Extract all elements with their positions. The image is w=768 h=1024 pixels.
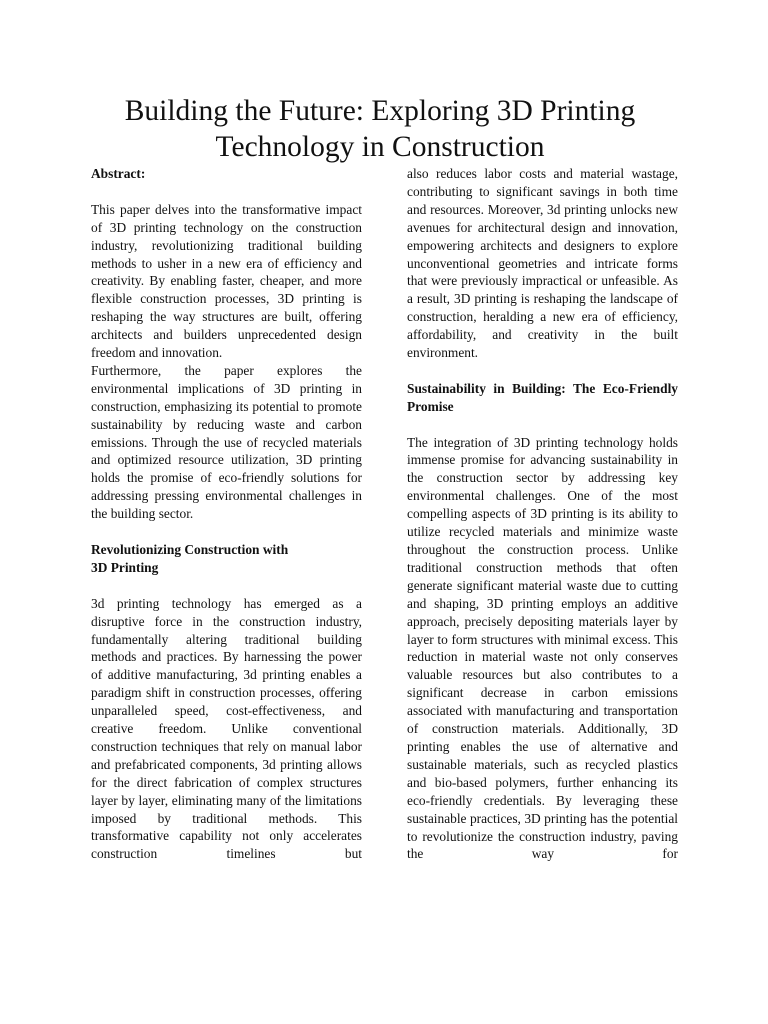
section2-paragraph-1: The integration of 3D printing technology holds immense promise for advancing sustainability in the construction sector by addressing key environmental challenges. One of the most compelling aspects of 3D printing is its ability to utilize recycled materials and minimize waste throughout the construction process. Unlike traditional construction methods that often generate significant material waste due to cutting and shaping, 3D printing employs an additive approach, precisely depositing materials layer by layer to form structures with minimal excess. This reduction in material waste not only conserves valuable resources but also contributes to a significant decrease in carbon emissions associated with manufacturing and transportation of construction materials. Additionally, 3D printing enables the use of alternative and sustainable materials, such as recycled plastics and bio-based polymers, further enhancing its eco-friendly credentials. By leveraging these sustainable practices, 3D printing has the potential to revolutionize the construction industry, paving the way for [407,434,678,862]
left-column [91,165,362,863]
section1-heading-line1: Revolutionizing Construction with [91,542,289,557]
right-column [407,165,678,863]
abstract-paragraph-2: Furthermore, the paper explores the environmental implications of 3D printing in construction, emphasizing its potential to promote sustainability by reducing waste and carbon emissions. Through the use of recycled materials and optimized resource utilization, 3D printing holds the promise of eco-friendly solutions for addressing pressing environmental challenges in the building sector. [91,362,362,522]
section1-paragraph-1-continued: also reduces labor costs and material wastage, contributing to significant savings in both time and resources. Moreover, 3d printing unlocks new avenues for architectural design and innovation, empowering architects and designers to explore unconventional geometries and intricate forms that were previously impractical or unfeasible. As a result, 3D printing is reshaping the landscape of construction, heralding a new era of efficiency, affordability, and creativity in the built environment. [407,166,678,361]
abstract-paragraph-1: This paper delves into the transformative impact of 3D printing technology on the construction industry, revolutionizing traditional building methods to usher in a new era of efficiency and creativity. By enabling faster, cheaper, and more flexible construction processes, 3D printing is reshaping the way structures are built, offering architects and builders unprecedented design freedom and innovation. [91,201,362,361]
section1-paragraph-1: 3d printing technology has emerged as a disruptive force in the construction industry, fundamentally altering traditional building methods and practices. By harnessing the power of additive manufacturing, 3d printing enables a paradigm shift in construction processes, offering unparalleled speed, cost-effectiveness, and creative freedom. Unlike conventional construction techniques that rely on manual labor and prefabricated components, 3d printing allows for the direct fabrication of complex structures layer by layer, eliminating many of the limitations imposed by traditional methods. This transformative capability not only accelerates construction timelines but [91,595,362,862]
section2-heading: Sustainability in Building: The Eco-Friendly Promise [407,380,678,414]
section1-heading-line2: 3D Printing [91,559,159,575]
abstract-heading: Abstract: [91,166,146,181]
paper-title: Building the Future: Exploring 3D Printing Technology in Construction [124,95,636,163]
